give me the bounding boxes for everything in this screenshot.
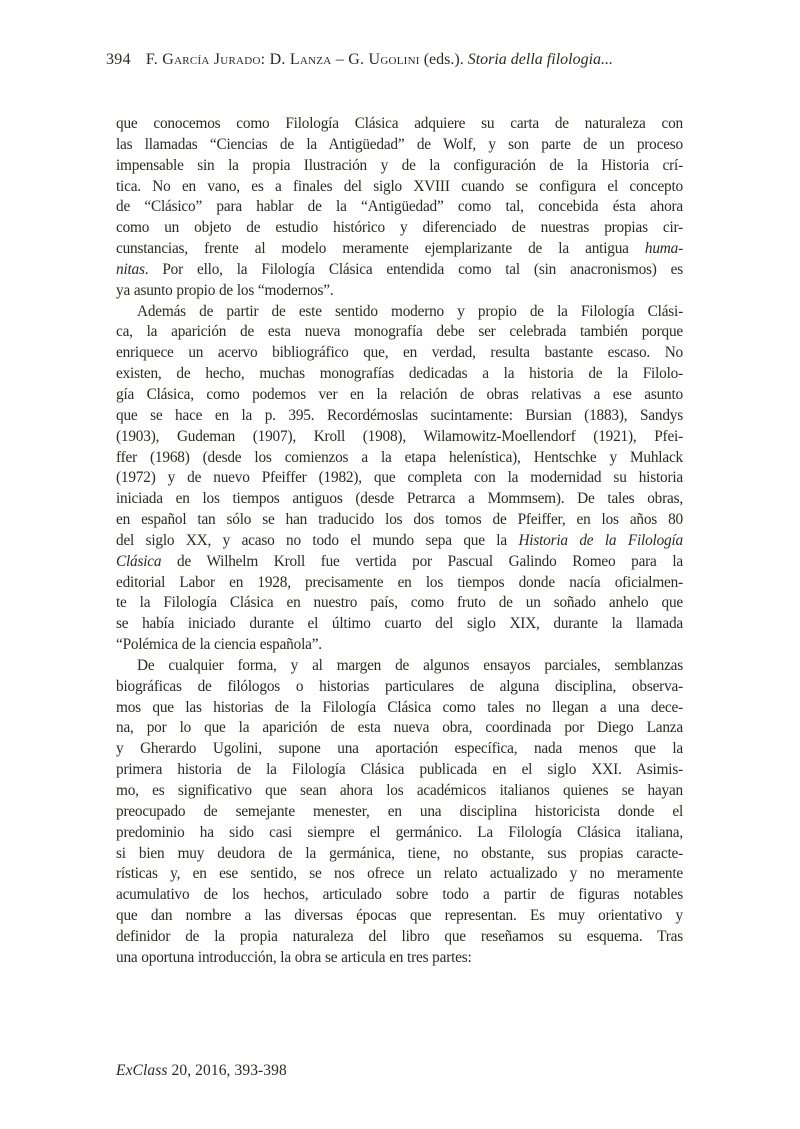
text-line: [116, 760, 683, 781]
text-segment: mo, es significativo que sean ahora los académicos italianos quienes se hayan: [116, 782, 683, 799]
text-line: [116, 781, 683, 802]
text-line: [116, 906, 683, 927]
text-line: [116, 677, 683, 698]
running-head: [106, 50, 720, 69]
text-segment: . Por ello, la Filología Clásica entendida como tal (sin anacronismos) es: [144, 260, 683, 278]
text-line: [116, 844, 683, 865]
text-segment: si bien muy deudora de la germánica, tiene, no obstante, sus propias caracte-: [116, 844, 683, 862]
text-line: [116, 552, 683, 573]
running-head-reviewer: F. García Jurado: D. Lanza – G. Ugolini: [145, 51, 420, 68]
page-number: 394: [106, 51, 131, 68]
text-segment: que se hace en la p. 395. Recordémoslas sucintamente: Bursian (1883), Sandys: [116, 406, 683, 424]
footer-citation: [116, 1061, 287, 1081]
text-segment: gía Clásica, como podemos ver en la relación de obras relativas a ese asunto: [116, 385, 683, 403]
text-line: [116, 698, 683, 719]
text-line: [116, 260, 683, 281]
text-segment: ya asunto propio de los “modernos”.: [116, 281, 334, 299]
journal-name: ExClass: [116, 1062, 168, 1079]
text-segment: y Gherardo Ugolini, supone una aportación específica, nada menos que la: [116, 740, 683, 758]
text-segment: del siglo XX, y acaso no todo el mundo sepa que la: [116, 531, 519, 549]
text-segment: de “Clásico” para hablar de la “Antigüedad” como tal, concebida ésta ahora: [116, 198, 683, 216]
text-segment: de Wilhelm Kroll fue vertida por Pascual Galindo Romeo para la: [161, 552, 683, 570]
text-line: [116, 448, 683, 469]
text-line: [116, 385, 683, 406]
body-text: [116, 114, 683, 969]
text-line: [116, 114, 683, 135]
text-segment: existen, de hecho, muchas monografías dedicadas a la historia de la Filolo-: [116, 365, 683, 383]
text-line: [116, 197, 683, 218]
text-segment: editorial Labor en 1928, precisamente en los tiempos donde nacía oficialmen-: [116, 573, 683, 591]
text-line: [116, 510, 683, 531]
text-line: [116, 718, 683, 739]
text-segment: en español tan sólo se han traducido los dos tomos de Pfeiffer, en los años 80: [116, 511, 683, 529]
paragraph: [116, 302, 683, 656]
text-segment-italic: nitas: [116, 260, 145, 278]
paragraph: [116, 656, 683, 969]
text-segment-italic: Clásica: [116, 552, 162, 570]
text-segment: ffer (1968) (desde los comienzos a la etapa helenística), Hentschke y Muhlack: [116, 448, 683, 466]
text-segment: tica. No en vano, es a finales del siglo XVIII cuando se configura el concepto: [116, 177, 683, 195]
text-segment: rísticas y, en ese sentido, se nos ofrece un relato actualizado y no meramente: [116, 865, 683, 883]
text-line: [116, 468, 683, 489]
text-segment: que conocemos como Filología Clásica adquiere su carta de naturaleza con: [116, 115, 683, 132]
text-line: [116, 281, 683, 302]
text-segment: biográficas de filólogos o historias particulares de alguna disciplina, observa-: [116, 677, 683, 695]
text-segment: (1972) y de nuevo Pfeiffer (1982), que completa con la modernidad su historia: [116, 469, 683, 487]
text-segment: las llamadas “Ciencias de la Antigüedad” de Wolf, y son parte de un proceso: [116, 135, 683, 153]
text-segment: na, por lo que la aparición de esta nueva obra, coordinada por Diego Lanza: [116, 719, 683, 737]
text-segment: te la Filología Clásica en nuestro país, como fruto de un soñado anhelo que: [116, 594, 683, 612]
text-line: [116, 177, 683, 198]
text-line: [116, 322, 683, 343]
text-line: [116, 489, 683, 510]
text-line: [116, 614, 683, 635]
text-segment: que dan nombre a las diversas épocas que representan. Es muy orientativo y: [116, 907, 683, 925]
text-segment: “Polémica de la ciencia española”.: [116, 636, 322, 654]
text-line: [116, 948, 683, 969]
text-segment: ca, la aparición de esta nueva monografía debe ser celebrada también porque: [116, 323, 683, 341]
text-segment: una oportuna introducción, la obra se articula en tres partes:: [116, 948, 472, 966]
text-line: [116, 364, 683, 385]
text-segment: primera historia de la Filología Clásica publicada en el siglo XXI. Asimis-: [116, 761, 683, 779]
text-line: [116, 656, 683, 677]
text-line: [116, 406, 683, 427]
text-line: [116, 573, 683, 594]
text-line: [116, 635, 683, 656]
text-segment: iniciada en los tiempos antiguos (desde Petrarca a Mommsem). De tales obras,: [116, 490, 683, 508]
text-line: [116, 885, 683, 906]
running-head-work-title: Storia della filologia...: [467, 51, 614, 68]
text-segment-italic: huma-: [644, 240, 683, 258]
text-segment: mos que las historias de la Filología Clásica como tales no llegan a una dece-: [116, 698, 683, 716]
text-segment: impensable sin la propia Ilustración y de la configuración de la Historia crí-: [116, 156, 683, 174]
text-segment: enriquece un acervo bibliográfico que, en verdad, resulta bastante escaso. No: [116, 344, 683, 362]
text-line: [116, 823, 683, 844]
text-line: [116, 135, 683, 156]
text-line: [116, 739, 683, 760]
citation-details: 20, 2016, 393-398: [167, 1062, 287, 1079]
text-segment: definidor de la propia naturaleza del libro que reseñamos su esquema. Tras: [116, 927, 683, 945]
text-segment: preocupado de semejante menester, en una disciplina historicista donde el: [116, 802, 683, 820]
text-segment-italic: Historia de la Filología: [518, 531, 683, 549]
text-line: [116, 427, 683, 448]
text-segment: se había iniciado durante el último cuarto del siglo XIX, durante la llamada: [116, 615, 683, 633]
paragraph: [116, 114, 683, 302]
text-segment: (1903), Gudeman (1907), Kroll (1908), Wilamowitz-Moellendorf (1921), Pfei-: [116, 427, 683, 445]
text-segment: Además de partir de este sentido moderno y propio de la Filología Clási-: [137, 302, 683, 320]
text-segment: cunstancias, frente al modelo meramente ejemplarizante de la antigua: [116, 240, 645, 258]
text-line: [116, 218, 683, 239]
text-line: [116, 531, 683, 552]
text-segment: como un objeto de estudio histórico y diferenciado de nuestras propias cir-: [116, 219, 683, 237]
text-segment: predominio ha sido casi siempre el germánico. La Filología Clásica italiana,: [116, 823, 683, 841]
text-line: [116, 927, 683, 948]
text-line: [116, 593, 683, 614]
text-segment: acumulativo de los hechos, articulado sobre todo a partir de figuras notables: [116, 886, 683, 904]
text-line: [116, 302, 683, 323]
text-line: [116, 343, 683, 364]
running-head-eds: (eds.).: [419, 51, 468, 68]
text-line: [116, 156, 683, 177]
text-segment: De cualquier forma, y al margen de algunos ensayos parciales, semblanzas: [137, 656, 683, 674]
text-line: [116, 802, 683, 823]
text-line: [116, 864, 683, 885]
text-line: [116, 239, 683, 260]
